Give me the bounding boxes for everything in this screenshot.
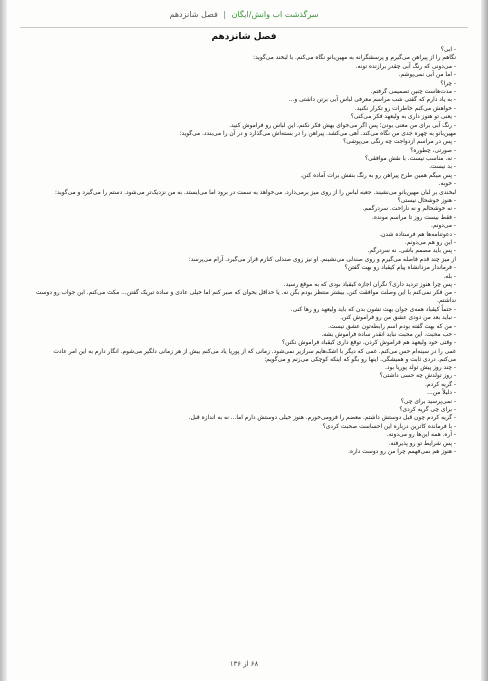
page-edge-right <box>481 0 488 681</box>
paragraph: - یعنی تو هنوز داری به ولیعهد فکر می‌کنی؟ <box>350 114 456 121</box>
header-rule <box>20 27 468 28</box>
paragraph: - دلیلاً من... <box>427 390 456 397</box>
paragraph: از میز چند قدم فاصله می‌گیرم و روی صندلی می‌نشینم. او نیز روی صندلی کنارم قرار می‌گیرد. آرام می‌پرسد: <box>188 256 456 263</box>
page-edge-left <box>0 0 7 681</box>
paragraph: - گریه کردم چون قبل دوستش داشتم. معضم را فرومی‌خورم. هنوز خیلی دوستش دارم اما... نه به اندازه قبل. <box>188 415 456 422</box>
header-book-title: سرگذشت اب وانش/ایگان <box>231 10 319 19</box>
paragraph: - پس در مراسم ازدواجت چه رنگی می‌پوشی؟ <box>343 139 456 146</box>
paragraph: - وقتی خود ولیعهد هم فراموش کردن، توقع داری کیقباد فراموش نکنن؟ <box>282 340 456 347</box>
paragraph: - من فکر نمی‌کنم با این وصلت موافقت کنن. بیشتر منتظر بودم بگن نه. یا حداقل بخوان که صبر کنم اما خیلی عادی و ساده تبریک گفتن... مکث می‌کنم. این جواب رو دوست نداشتم. <box>35 290 456 305</box>
paragraph: - نمی‌پرسید برای چی؟ <box>400 398 456 405</box>
body-text <box>34 46 456 644</box>
paragraph: - چرا؟ <box>440 80 456 87</box>
paragraph: - با فرمانده کاترین درباره این احساست صحبت کردی؟ <box>322 423 456 430</box>
paragraph: - مدت‌هاست چنین تصمیمی گرفتم. <box>370 88 456 95</box>
paragraph: - روز تولدش چه حسی داشتی؟ <box>379 373 456 380</box>
paragraph: غمی را در سینه‌ام حس می‌کنم. غمی که دیگر با اشک‌هایم سرازیر نمی‌شود. زمانی که از پوریا یاد می‌کنم بیش از هر زمانی دلگیر می‌شوم. انگار دارم به این امر عادت می‌کنم. دردی ثابت و همیشگی. اینها رو بگو که اینکه کوچکی می‌زنم و می‌گویم: <box>53 348 456 363</box>
paragraph: - چند روز پیش تولد پوریا بود. <box>384 365 456 372</box>
paragraph: مهین‌بانو به چهره جدی من نگاه می‌کند. آهی می‌کشد. پیراهن را در بسته‌اش می‌گذارد و در آن را می‌بندد. می‌گوید: <box>179 130 456 137</box>
paragraph: - می‌دونم. <box>431 223 456 230</box>
paragraph: - من که بهت گفته بودم اسم رابطه‌تون عشق نیست. <box>327 323 456 330</box>
paragraph: - هنوز هم نمی‌فهمم چرا من رو دوست داره. <box>348 448 456 455</box>
header-separator: | <box>223 10 227 19</box>
paragraph: نگاهم را از پیراهن می‌گیرم و پرسشگرانه به مهین‌بانو نگاه می‌کنم. با لبخند می‌گوید: <box>253 55 456 62</box>
page-number: ۶۸ از ۱۳۶ <box>229 660 259 668</box>
paragraph: - اما من آبی نمی‌پوشم. <box>398 72 456 79</box>
header-section: فصل شانزدهم <box>169 10 218 19</box>
paragraph: - به یاد دارم که گفتی شب مراسم معرفی لباس آبی برتن داشتی و... <box>288 97 456 104</box>
paragraph: - می‌دونی که رنگ آبی چقدر برازنده تونه. <box>355 63 456 70</box>
running-header <box>40 10 448 26</box>
paragraph: - خوبه. <box>438 181 456 188</box>
paragraph: - آره. همه این‌ها رو می‌دونه. <box>386 432 456 439</box>
paragraph: - این رو هم می‌دونم. <box>404 239 456 246</box>
paragraph: - هنوز خوشحال نیستی؟ <box>397 198 456 205</box>
chapter-title: فصل شانزدهم <box>211 32 277 42</box>
paragraph: - حتماً کیقباد همه‌ی جوان بهت نشون بدن که باید ولیعهد رو رها کنی. <box>290 306 456 313</box>
paragraph: - برای چی گریه کردی؟ <box>399 407 456 414</box>
paragraph: - نه. مناسب نیست. با نقش موافقی؟ <box>364 156 456 163</box>
paragraph: - فرماندار مردانشاه پیام کیقباد رو بهت گفتن؟ <box>344 265 456 272</box>
paragraph: - نباید بعد من دودی عشق من رو فراموش کنن. <box>340 315 456 322</box>
paragraph: - پس باید مصمم باشی. نه سردرگم. <box>367 248 456 255</box>
paragraph: - پس میگم همین طرح پیراهن رو به رنگ بنفش برات آماده کنن. <box>300 172 456 179</box>
paragraph: لبخندی بر لبان مهین‌بانو می‌نشیند. جعبه لباس را از روی میز برمی‌دارد. می‌خواهد به سمت در برود اما می‌ایستد. به من نزدیک‌تر می‌شود. دستم را می‌گیرد و می‌گوید: <box>55 189 456 196</box>
paragraph: - خب محبت. این محبت نباید انقدر ساده فراموش بشه. <box>321 331 456 338</box>
paragraph: - دعوتنامه‌ها هم فرستاده شدن. <box>379 231 456 238</box>
paragraph: - گریه کردم. <box>425 381 456 388</box>
paragraph: - نه خوشحالم و نه ناراحت. سردرگمم. <box>362 206 456 213</box>
paragraph: - صورتی، چطوره؟ <box>410 147 456 154</box>
paragraph: - رنگ آبی برای من معنی بودن؛ پس اگر می‌خوای بهش فکر نکنم، این لباس رو فراموش کنید. <box>229 122 456 129</box>
paragraph: - پس شرایط تو رو پذیرفته. <box>388 440 456 447</box>
paragraph: - بد نیست. <box>429 164 456 171</box>
paragraph: - خواهش می‌کنم خاطرات رو تکرار نکنید. <box>354 105 456 112</box>
paragraph: - فقط بیست روز تا مراسم مونده. <box>372 214 456 221</box>
paragraph: - پس چرا هنوز تردید داری؟ نگران اجازه کیقباد بودی که به موقع رسید. <box>283 281 456 288</box>
paragraph: - آبی؟ <box>440 47 456 53</box>
paragraph: - بله. <box>443 273 456 280</box>
